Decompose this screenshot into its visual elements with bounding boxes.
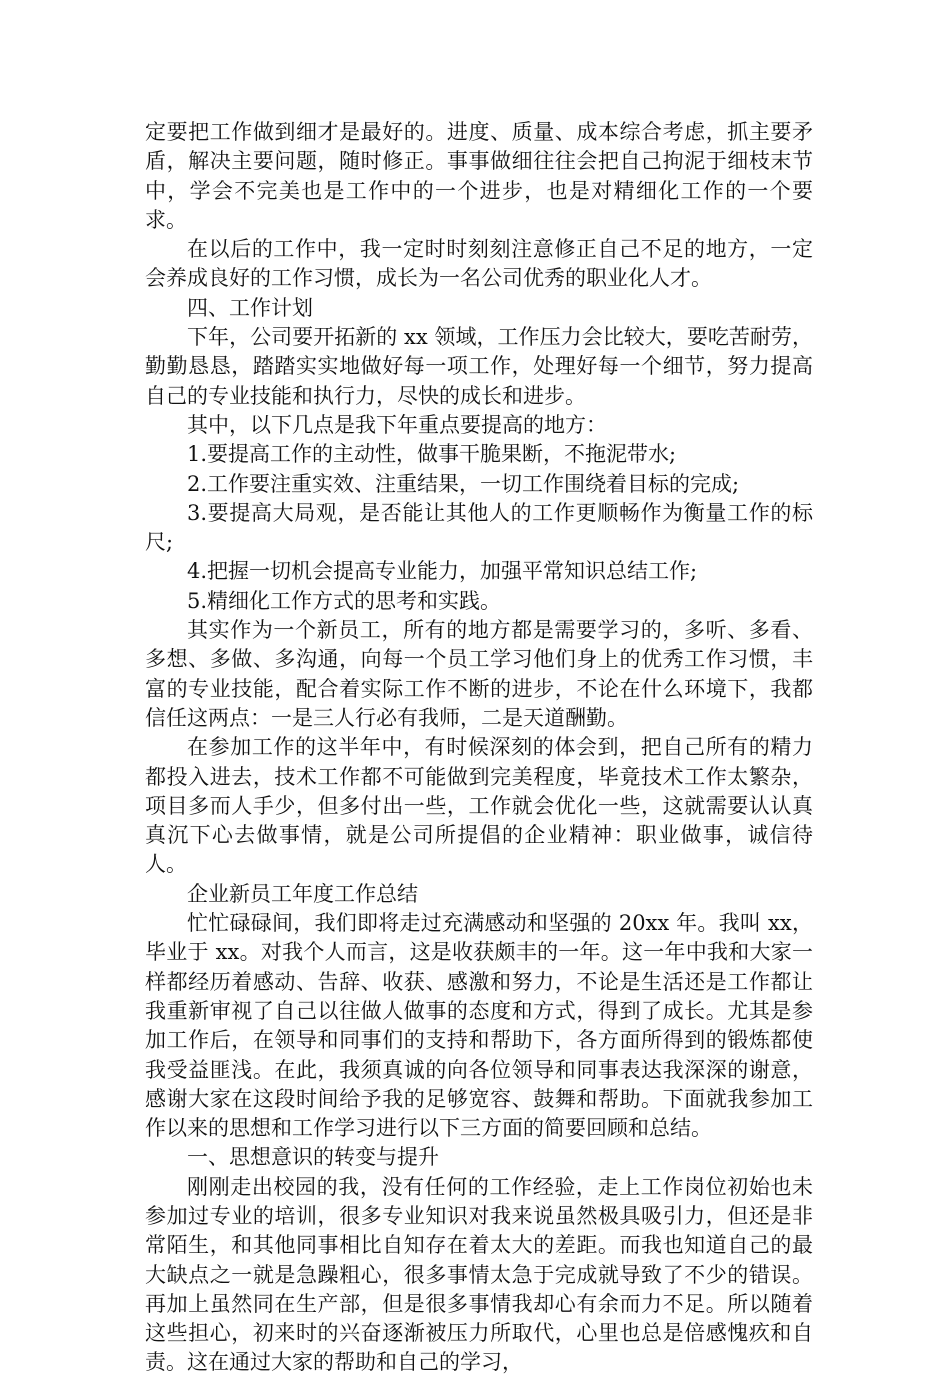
paragraph: 其实作为一个新员工，所有的地方都是需要学习的，多听、多看、多想、多做、多沟通，向每一个员工学习他们身上的优秀工作习惯，丰富的专业技能，配合着实际工作不断的进步，不论在什么环境下，我都信任这两点：一是三人行必有我师，二是天道酬勤。 xyxy=(145,618,813,730)
section-heading: 一、思想意识的转变与提升 xyxy=(187,1145,439,1170)
paragraph: 在参加工作的这半年中，有时候深刻的体会到，把自己所有的精力都投入进去，技术工作都不可能做到完美程度，毕竟技术工作太繁杂，项目多而人手少，但多付出一些，工作就会优化一些，这就需要认认真真沉下心去做事情，就是公司所提倡的企业精神：职业做事，诚信待人。 xyxy=(145,735,813,877)
list-item: 1.要提高工作的主动性，做事干脆果断，不拖泥带水; xyxy=(187,442,677,467)
paragraph: 定要把工作做到细才是最好的。进度、质量、成本综合考虑，抓主要矛盾，解决主要问题，随时修正。事事做细往往会把自己拘泥于细枝末节中，学会不完美也是工作中的一个进步，也是对精细化工作的一个要求。 xyxy=(145,120,813,232)
section-heading: 四、工作计划 xyxy=(187,295,313,320)
paragraph: 下年，公司要开拓新的 xx 领域，工作压力会比较大，要吃苦耐劳，勤勤恳恳，踏踏实实地做好每一项工作，处理好每一个细节，努力提高自己的专业技能和执行力，尽快的成长和进步。 xyxy=(145,325,813,408)
paragraph: 忙忙碌碌间，我们即将走过充满感动和坚强的 20xx 年。我叫 xx，毕业于 xx。对我个人而言，这是收获颇丰的一年。这一年中我和大家一样都经历着感动、告辞、收获、感激和努力，不论是生活还是工作都让我重新审视了自己以往做人做事的态度和方式，得到了成长。尤其是参加工作后，在领导和同事们的支持和帮助下，各方面所得到的锻炼都使我受益匪浅。在此，我须真诚的向各位领导和同事表达我深深的谢意，感谢大家在这段时间给予我的足够宽容、鼓舞和帮助。下面就我参加工作以来的思想和工作学习进行以下三方面的简要回顾和总结。 xyxy=(145,911,813,1141)
paragraph: 在以后的工作中，我一定时时刻刻注意修正自己不足的地方，一定会养成良好的工作习惯，成长为一名公司优秀的职业化人才。 xyxy=(145,237,813,291)
document-body xyxy=(145,118,813,1378)
paragraph: 其中，以下几点是我下年重点要提高的地方： xyxy=(187,412,607,437)
list-item: 4.把握一切机会提高专业能力，加强平常知识总结工作; xyxy=(187,559,698,584)
list-item: 3.要提高大局观，是否能让其他人的工作更顺畅作为衡量工作的标尺; xyxy=(145,500,813,555)
document-title: 企业新员工年度工作总结 xyxy=(187,881,418,906)
paragraph: 刚刚走出校园的我，没有任何的工作经验，走上工作岗位初始也未参加过专业的培训，很多专业知识对我来说虽然极具吸引力，但还是非常陌生，和其他同事相比自知存在着太大的差距。而我也知道自己的最大缺点之一就是急躁粗心，很多事情太急于完成就导致了不少的错误。再加上虽然同在生产部，但是很多事情我却心有余而力不足。所以随着这些担心，初来时的兴奋逐渐被压力所取代，心里也总是倍感愧疚和自责。这在通过大家的帮助和自己的学习， xyxy=(145,1174,813,1375)
list-item: 5.精细化工作方式的思考和实践。 xyxy=(187,588,502,613)
list-item: 2.工作要注重实效、注重结果，一切工作围绕着目标的完成; xyxy=(187,471,740,496)
